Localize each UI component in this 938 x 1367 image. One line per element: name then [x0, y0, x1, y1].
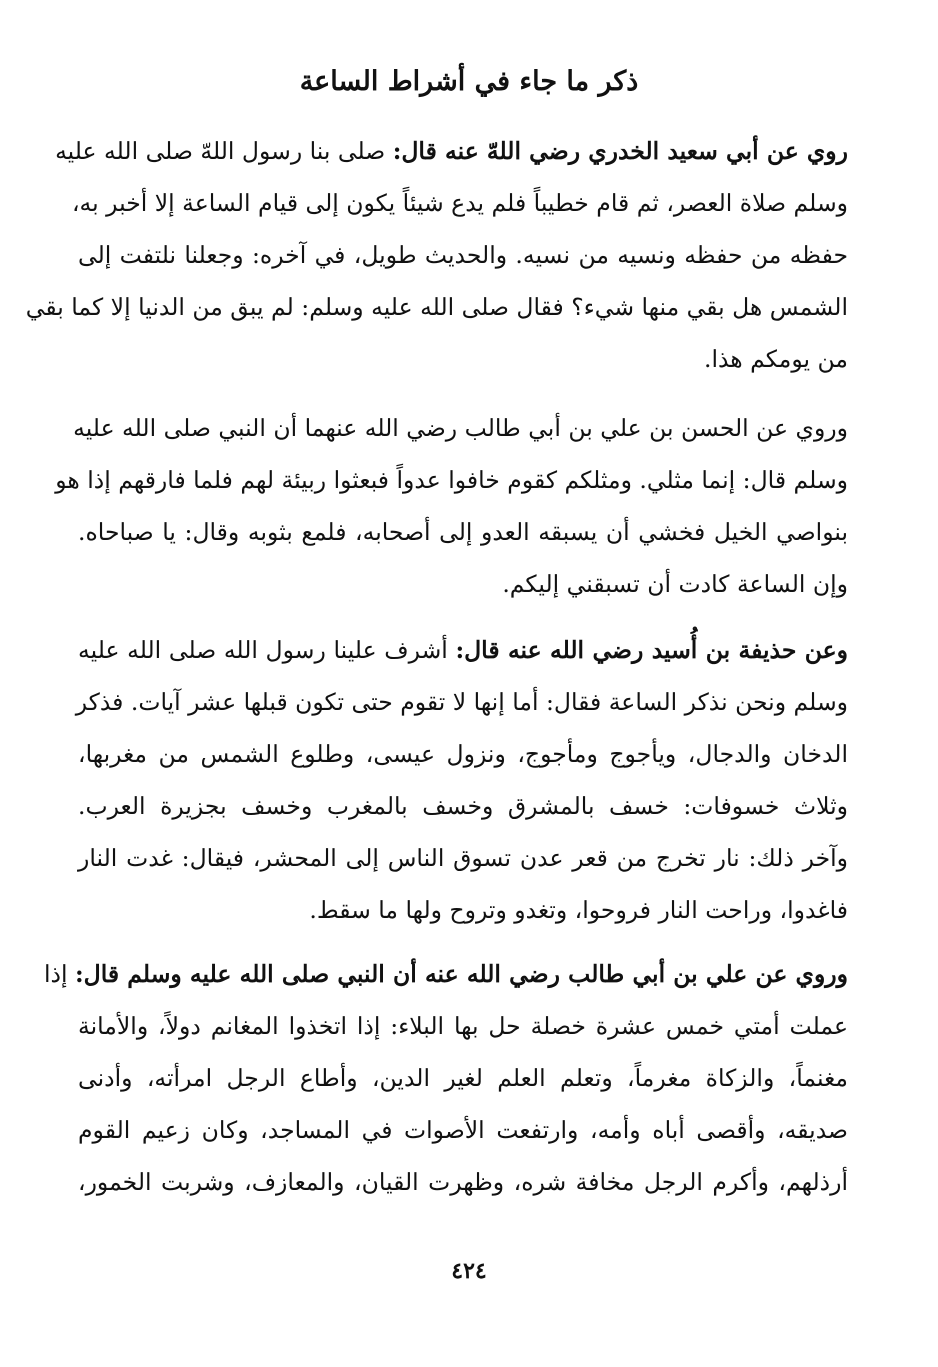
paragraph-line: الشمس هل بقي منها شيء؟ فقال صلى الله عليه وسلم: لم يبق من الدنيا إلا كما بقي — [25, 293, 848, 321]
paragraph-line: صديقه، وأقصى أباه وأمه، وارتفعت الأصوات في المساجد، وكان زعيم القوم — [78, 1116, 848, 1144]
paragraph-line: وسلم قال: إنما مثلي. ومثلكم كقوم خافوا عدواً فبعثوا ربيئة لهم فلما فارقهم إذا هو — [55, 466, 848, 494]
paragraph-1 — [25, 125, 848, 385]
paragraph-lead: وروي عن علي بن أبي طالب رضي الله عنه أن النبي صلى الله عليه وسلم قال: — [74, 960, 848, 988]
paragraph-line — [43, 948, 848, 1000]
paragraph-line: وثلاث خسوفات: خسف بالمشرق وخسف بالمغرب وخسف بجزيرة العرب. — [78, 792, 848, 820]
paragraph-line: فاغدوا، وراحت النار فروحوا، وتغدو وتروح ولها ما سقط. — [309, 896, 848, 924]
paragraph-4 — [43, 948, 848, 1208]
paragraph-lead: روي عن أبي سعيد الخدري رضي اللهّ عنه قال: — [392, 137, 848, 165]
page-number: ٤٢٤ — [451, 1258, 487, 1284]
paragraph-text: إذا — [43, 960, 75, 988]
paragraph-line: من يومكم هذا. — [703, 345, 848, 373]
paragraph-text: أشرف علينا رسول الله صلى الله عليه — [78, 636, 456, 664]
chapter-heading: ذكر ما جاء في أشراط الساعة — [299, 66, 639, 97]
paragraph-lead: وعن حذيفة بن أُسيد رضي الله عنه قال: — [455, 636, 848, 664]
paragraph-line: مغنماً، والزكاة مغرماً، وتعلم العلم لغير الدين، وأطاع الرجل امرأته، وأدنى — [78, 1064, 848, 1092]
paragraph-line: بنواصي الخيل فخشي أن يسبقه العدو إلى أصحابه، فلمع بثوبه وقال: يا صباحاه. — [78, 518, 848, 546]
paragraph-line: وسلم ونحن نذكر الساعة فقال: أما إنها لا تقوم حتى تكون قبلها عشر آيات. فذكر — [75, 688, 848, 716]
paragraph-line — [55, 125, 848, 177]
paragraph-line: وإن الساعة كادت أن تسبقني إليكم. — [502, 570, 848, 598]
paragraph-line: وروي عن الحسن بن علي بن أبي طالب رضي الله عنهما أن النبي صلى الله عليه — [73, 414, 848, 442]
paragraph-line: الدخان والدجال، ويأجوج ومأجوج، ونزول عيسى، وطلوع الشمس من مغربها، — [78, 740, 848, 768]
paragraph-line: حفظه من حفظه ونسيه من نسيه. والحديث طويل، في آخره: وجعلنا نلتفت إلى — [78, 241, 848, 269]
paragraph-text: صلى بنا رسول اللهّ صلى الله عليه — [55, 137, 393, 165]
paragraph-2 — [55, 402, 848, 610]
paragraph-line: وآخر ذلك: نار تخرج من قعر عدن تسوق الناس إلى المحشر، فيقال: غدت النار — [78, 844, 848, 872]
paragraph-line: عملت أمتي خمس عشرة خصلة حل بها البلاء: إذا اتخذوا المغانم دولاً، والأمانة — [78, 1012, 848, 1040]
paragraph-line — [78, 624, 848, 676]
paragraph-line: أرذلهم، وأكرم الرجل مخافة شره، وظهرت القيان، والمعازف، وشربت الخمور، — [78, 1168, 848, 1196]
paragraph-3 — [75, 624, 848, 936]
paragraph-line: وسلم صلاة العصر، ثم قام خطيباً فلم يدع شيئاً يكون إلى قيام الساعة إلا أخبر به، — [71, 189, 848, 217]
